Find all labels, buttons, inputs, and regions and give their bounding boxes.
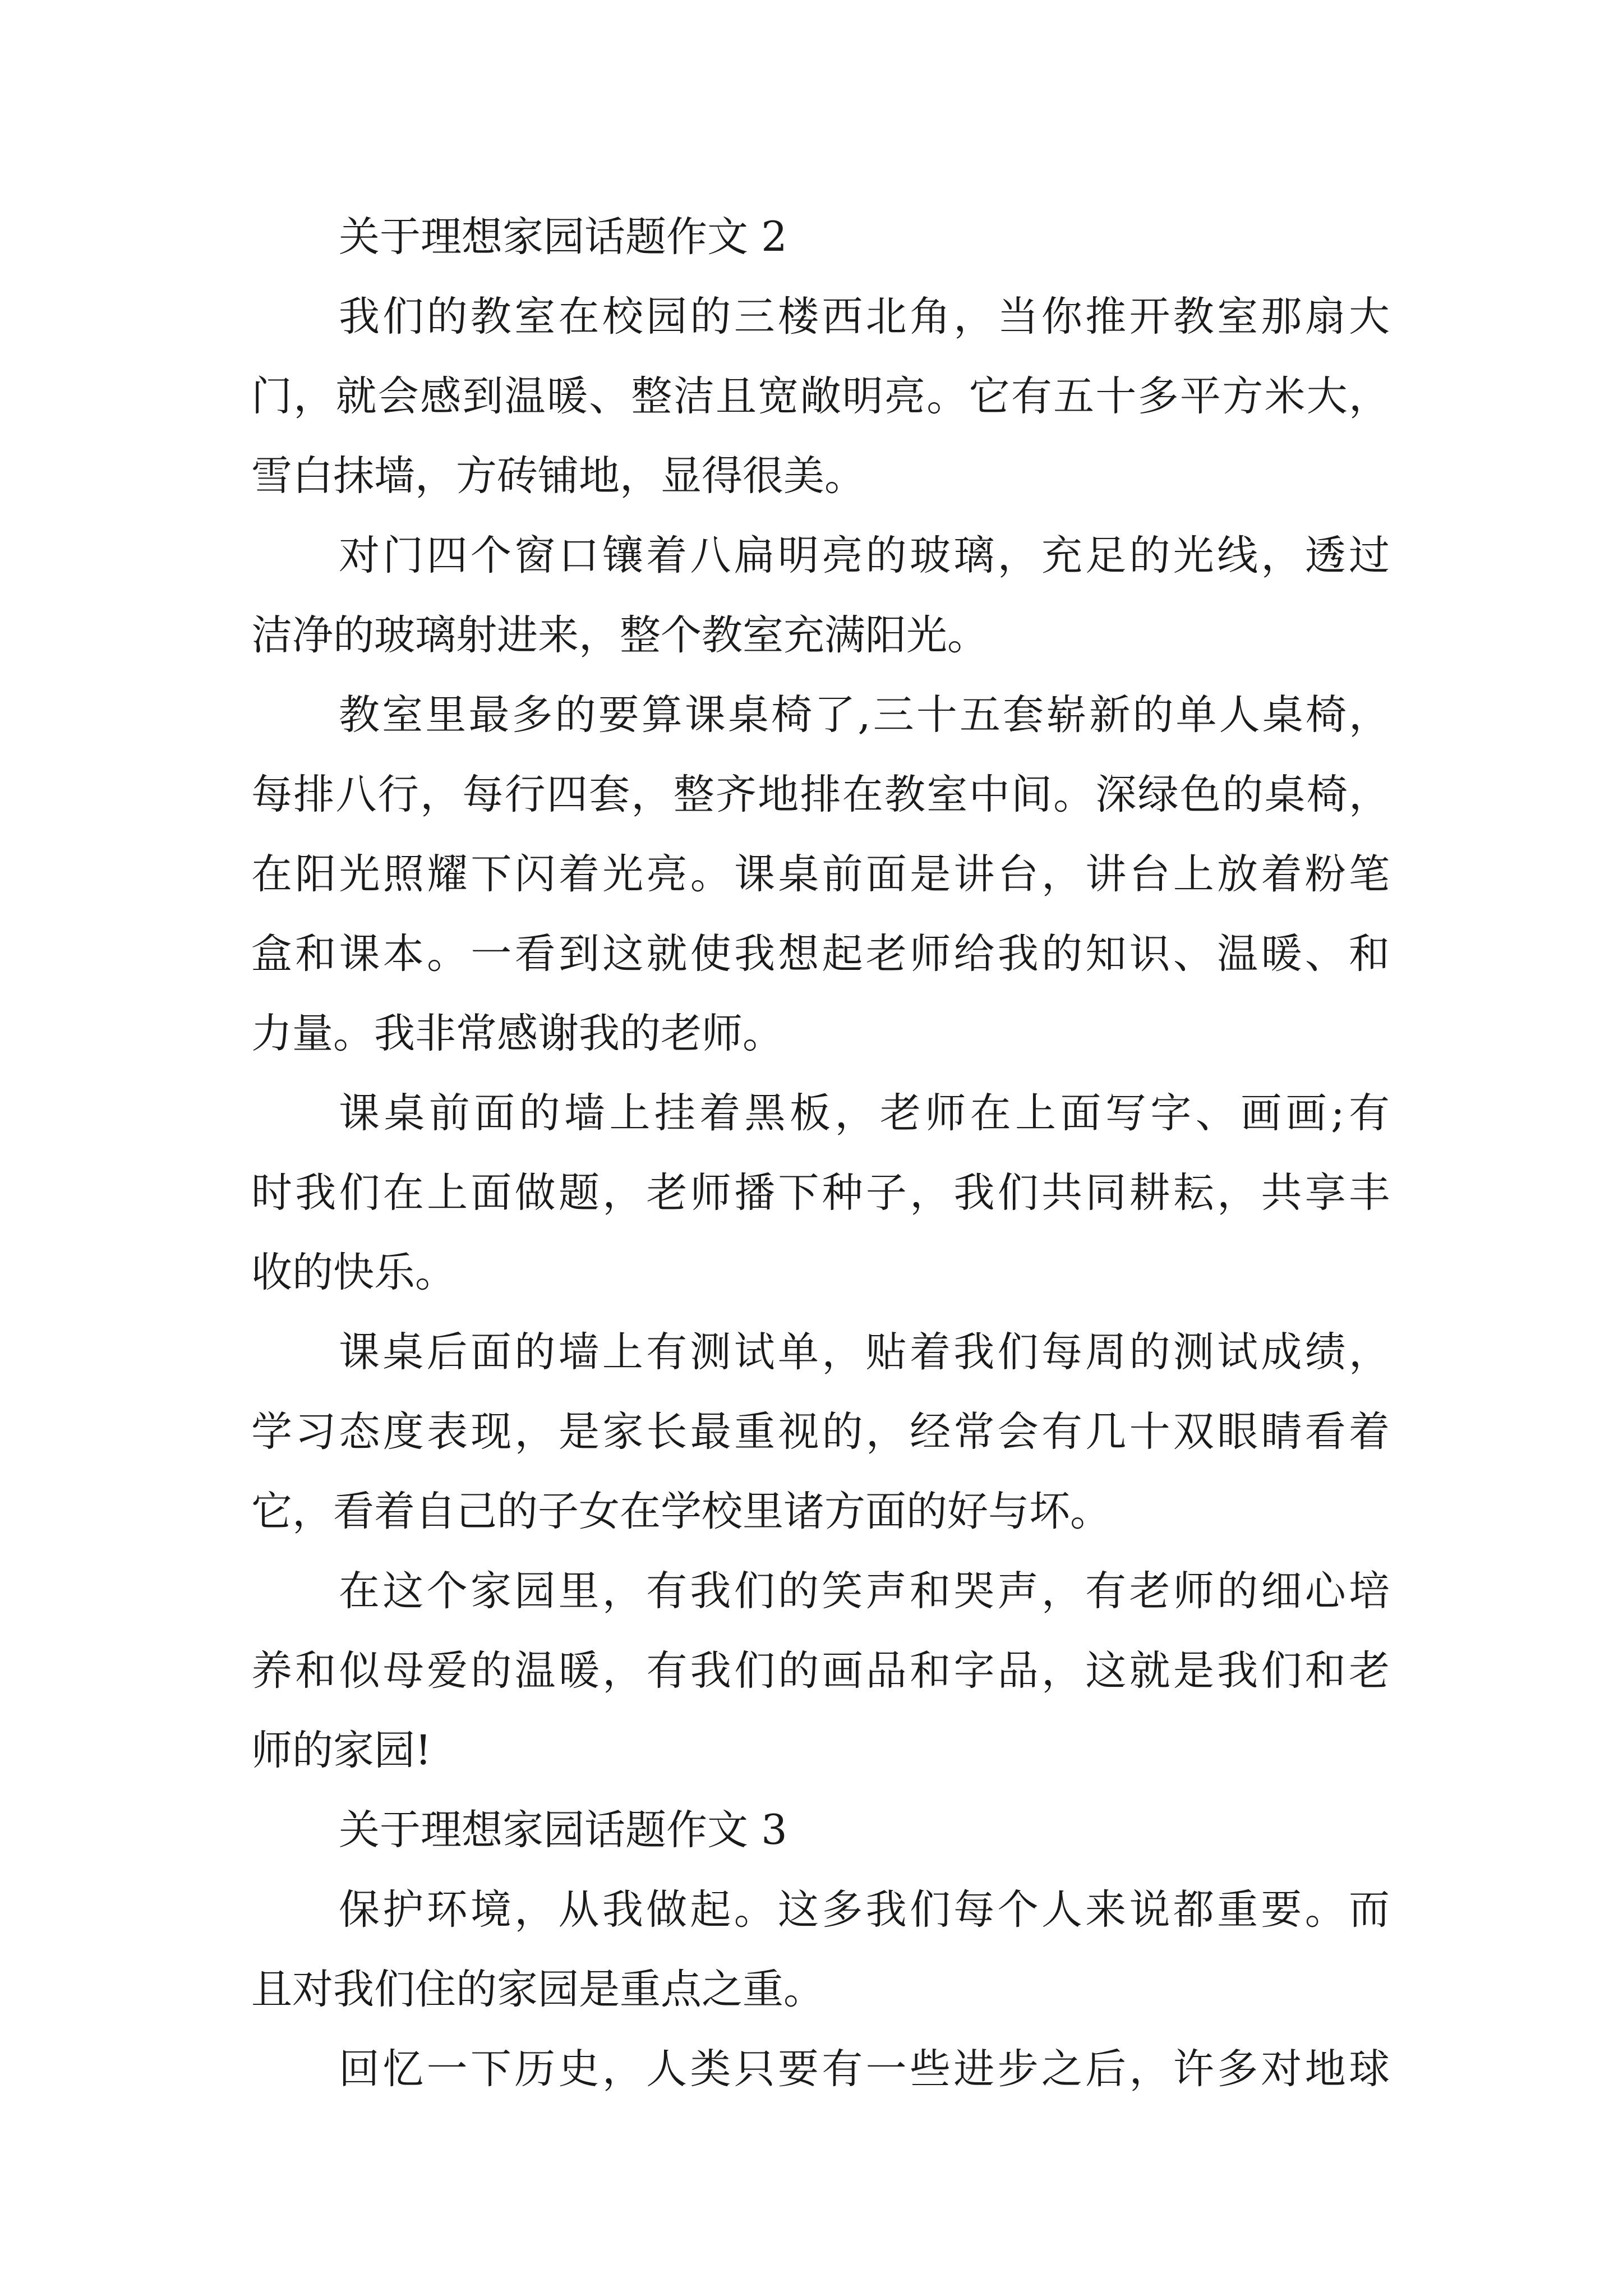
text-line: 师的家园! [251,1727,432,1774]
text-line: 洁净的玻璃射进来，整个教室充满阳光。 [251,611,988,659]
text-line: 在这个家园里，有我们的笑声和哭声，有老师的细心培 [339,1567,1390,1615]
text-line: 雪白抹墙，方砖铺地，显得很美。 [251,452,865,500]
text-line: 在阳光照耀下闪着光亮。课桌前面是讲台，讲台上放着粉笔 [251,850,1390,898]
text-line: 课桌前面的墙上挂着黑板，老师在上面写字、画画;有 [339,1089,1390,1137]
text-line: 保护环境，从我做起。这多我们每个人来说都重要。而 [339,1886,1390,1934]
text-line: 回忆一下历史，人类只要有一些进步之后，许多对地球 [339,2045,1390,2093]
text-line: 且对我们住的家园是重点之重。 [251,1966,824,2013]
text-line: 教室里最多的要算课桌椅了,三十五套崭新的单人桌椅， [339,691,1390,739]
text-line: 它，看着自己的子女在学校里诸方面的好与坏。 [251,1488,1111,1535]
text-line: 盒和课本。一看到这就使我想起老师给我的知识、温暖、和 [251,930,1390,978]
text-line: 时我们在上面做题，老师播下种子，我们共同耕耘，共享丰 [251,1169,1390,1217]
text-line: 门，就会感到温暖、整洁且宽敞明亮。它有五十多平方米大， [251,372,1390,420]
text-line: 课桌后面的墙上有测试单，贴着我们每周的测试成绩， [339,1328,1390,1376]
text-line: 对门四个窗口镶着八扁明亮的玻璃，充足的光线，透过 [339,532,1390,579]
essay-title-3: 关于理想家园话题作文 3 [339,1806,787,1854]
text-line: 学习态度表现，是家长最重视的，经常会有几十双眼睛看着 [251,1408,1390,1456]
text-line: 养和似母爱的温暖，有我们的画品和字品，这就是我们和老 [251,1647,1390,1695]
text-line: 我们的教室在校园的三楼西北角，当你推开教室那扇大 [339,293,1390,341]
text-line: 每排八行，每行四套，整齐地排在教室中间。深绿色的桌椅， [251,771,1390,818]
essay-title-2: 关于理想家园话题作文 2 [339,213,787,261]
text-line: 收的快乐。 [251,1249,456,1296]
text-line: 力量。我非常感谢我的老师。 [251,1010,783,1057]
